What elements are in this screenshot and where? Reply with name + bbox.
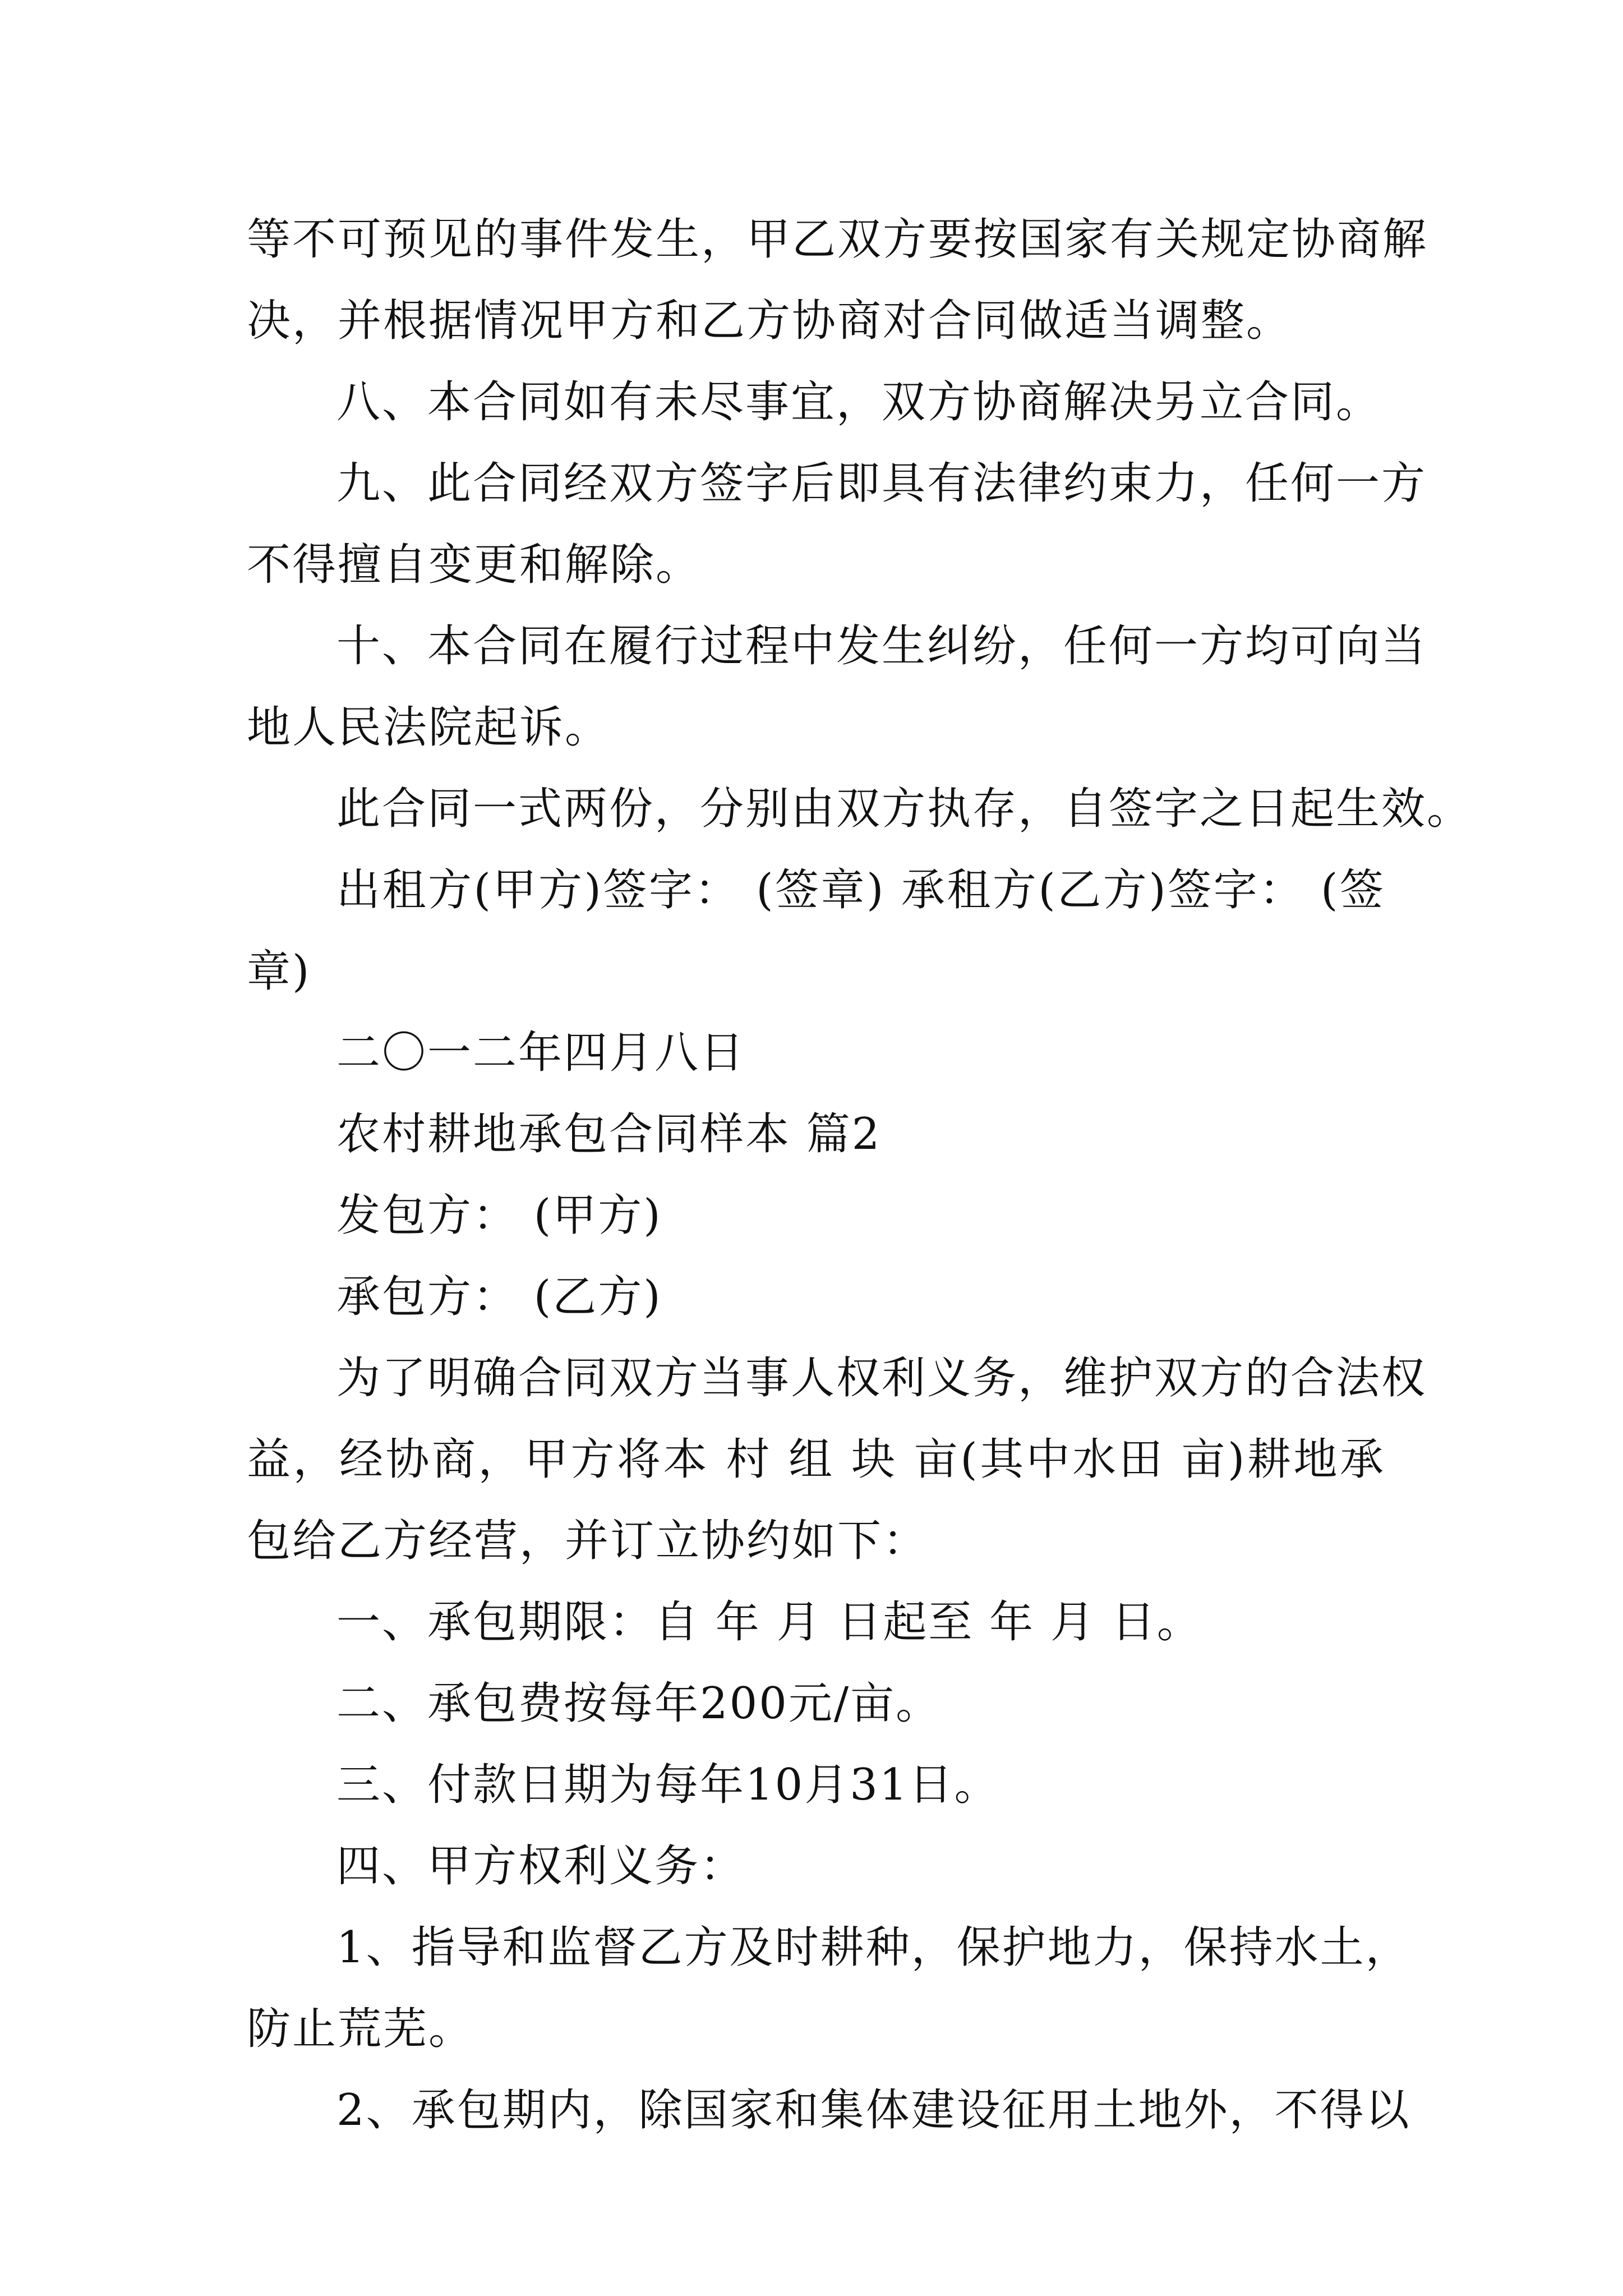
text-line: 九、此合同经双方签字后即具有法律约束力，任何一方	[336, 458, 1427, 509]
text-line: 防止荒芜。	[247, 2004, 474, 2054]
text-line: 十、本合同在履行过程中发生纠纷，任何一方均可向当	[336, 621, 1427, 671]
text-line: 不得擅自变更和解除。	[247, 540, 702, 590]
text-line: 益，经协商，甲方将本 村 组 块 亩(其中水田 亩)耕地承	[247, 1434, 1385, 1485]
text-line: 四、甲方权利义务：	[336, 1841, 746, 1892]
text-line: 2、承包期内，除国家和集体建设征用土地外，不得以	[336, 2085, 1411, 2136]
text-line: 决，并根据情况甲方和乙方协商对合同做适当调整。	[247, 296, 1292, 346]
text-line: 二、承包费按每年200元/亩。	[336, 1678, 942, 1729]
text-line: 为了明确合同双方当事人权利义务，维护双方的合法权	[336, 1353, 1427, 1404]
text-line: 此合同一式两份，分别由双方执存，自签字之日起生效。	[336, 784, 1473, 834]
text-line: 出租方(甲方)签字： (签章) 承租方(乙方)签字： (签	[336, 865, 1385, 915]
text-line: 承包方： (乙方)	[336, 1272, 662, 1322]
document-body	[247, 199, 1473, 2151]
text-line: 包给乙方经营，并订立协约如下：	[247, 1516, 929, 1566]
text-line: 一、承包期限：自 年 月 日起至 年 月 日。	[336, 1597, 1202, 1648]
text-line: 三、付款日期为每年10月31日。	[336, 1760, 1000, 1810]
text-line: 地人民法院起诉。	[247, 702, 611, 753]
text-line: 章)	[247, 946, 311, 997]
text-line: 农村耕地承包合同样本 篇2	[336, 1109, 882, 1159]
text-line: 发包方： (甲方)	[336, 1190, 662, 1241]
text-line: 1、指导和监督乙方及时耕种，保护地力，保持水土，	[336, 1922, 1411, 1973]
text-line: 等不可预见的事件发生，甲乙双方要按国家有关规定协商解	[247, 214, 1428, 265]
text-line: 二〇一二年四月八日	[336, 1028, 746, 1078]
text-line: 八、本合同如有未尽事宜，双方协商解决另立合同。	[336, 377, 1382, 427]
